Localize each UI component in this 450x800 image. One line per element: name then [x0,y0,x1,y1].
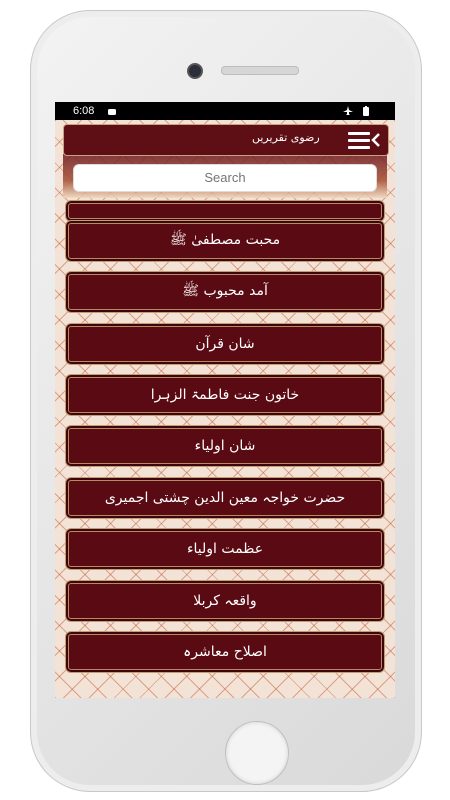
list-item[interactable] [65,580,385,622]
list-item[interactable] [65,528,385,570]
notification-icon [107,106,117,115]
app-content [55,120,395,698]
screen [55,102,395,698]
list-item-label: آمد محبوب ﷺ [182,283,268,299]
battery-icon [363,106,369,115]
list-item-label: حضرت خواجہ معین الدین چشتی اجمیری [104,490,346,506]
menu-icon[interactable] [348,130,382,150]
list-item[interactable] [65,631,385,673]
earpiece-speaker [221,66,299,75]
app-title: رضوی تقریریں [252,131,320,144]
list-item[interactable] [65,220,385,262]
status-time: 6:08 [73,105,95,117]
status-bar [55,102,395,120]
home-button[interactable] [225,721,289,785]
list-item-label: محبت مصطفیٰ ﷺ [169,232,281,248]
list-item[interactable] [65,323,385,365]
list-item-label: عظمت اولیاء [186,541,264,557]
list-item[interactable] [65,477,385,519]
list-item[interactable] [65,425,385,467]
app-header [63,124,389,156]
list-item-label: شان اولیاء [194,438,256,454]
list-item-label: شان قرآن [195,336,255,352]
list-item-label: خاتون جنت فاطمۃ الزہرا [150,387,300,403]
airplane-mode-icon [343,106,353,115]
list-item-label: اصلاح معاشرہ [183,644,267,660]
list-item-label: واقعہ کربلا [193,593,257,609]
list-item[interactable] [65,374,385,416]
list-item-partial[interactable] [65,200,385,222]
search-input[interactable] [73,164,377,192]
front-camera [187,63,203,79]
list-item[interactable] [65,271,385,313]
